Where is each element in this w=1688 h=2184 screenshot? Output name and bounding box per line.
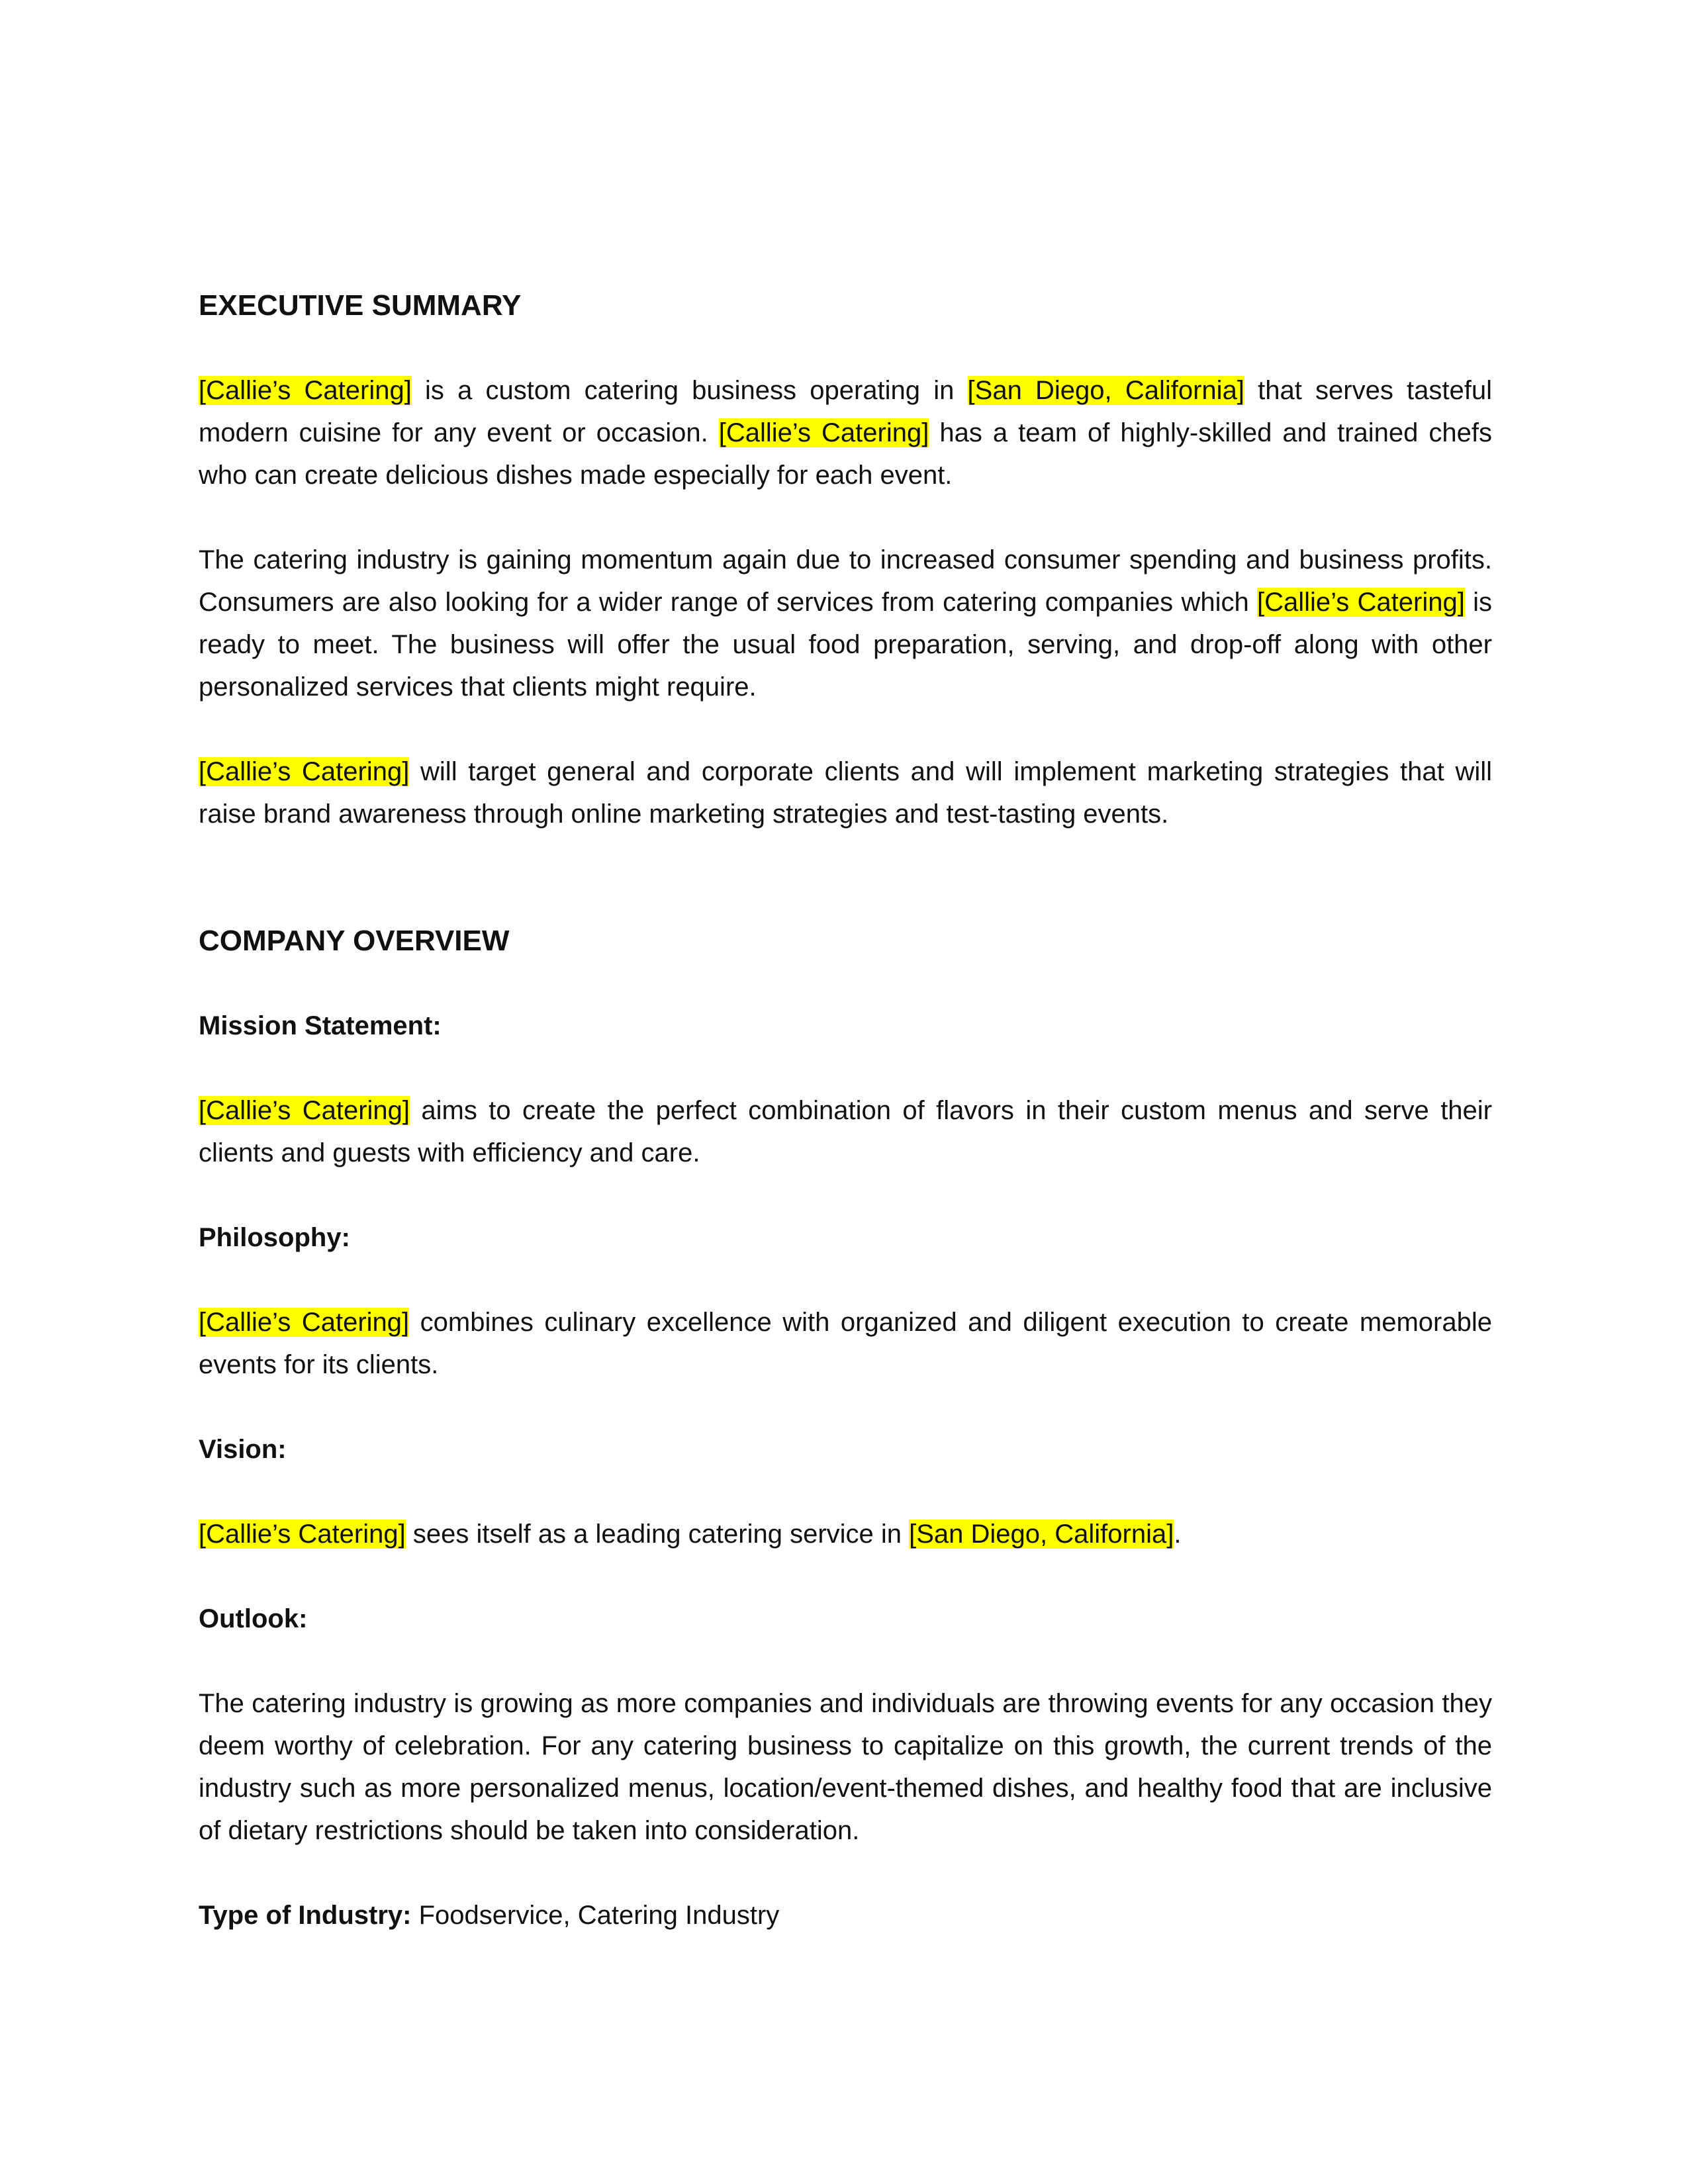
company-name-placeholder: [Callie’s Catering] (199, 757, 410, 786)
company-name-placeholder: [Callie’s Catering] (718, 418, 929, 447)
location-placeholder: [San Diego, California] (967, 376, 1244, 405)
executive-summary-paragraph-2 (199, 539, 1492, 708)
mission-statement-text (199, 1089, 1492, 1174)
company-name-placeholder: [Callie’s Catering] (199, 1308, 410, 1337)
text-run: will target general and corporate clients and will implement marketing strategies that will raise brand awareness through online marketing strategies and test-tasting events. (199, 757, 1492, 829)
company-overview-heading: COMPANY OVERVIEW (199, 925, 510, 957)
company-name-placeholder: [Callie’s Catering] (1256, 588, 1465, 617)
text-run: is ready to meet. The business will offer the usual food preparation, serving, and drop-off along with other personalized services that clients might require. (199, 588, 1493, 702)
text-run: aims to create the perfect combination of flavors in their custom menus and serve their clients and guests with efficiency and care. (199, 1096, 1493, 1167)
text-run: has a team of highly-skilled and trained chefs who can create delicious dishes made especially for each event. (199, 418, 1492, 490)
location-placeholder: [San Diego, California] (909, 1520, 1174, 1549)
executive-summary-paragraph-3 (199, 751, 1492, 835)
type-of-industry-label: Type of Industry: (199, 1901, 412, 1930)
document-page (199, 285, 1492, 1936)
outlook-text: The catering industry is growing as more companies and individuals are throwing events for any occasion they deem worthy of celebration. For any catering business to capitalize on this growth, the current trends of the industry such as more personalized menus, location/event-themed dishes, and healthy food that are inclusive of dietary restrictions should be taken into consideration. (199, 1689, 1492, 1845)
philosophy-label: Philosophy: (199, 1223, 350, 1252)
text-run: sees itself as a leading catering service in (405, 1520, 910, 1549)
text-run: The catering industry is gaining momentum again due to increased consumer spending and business profits. Consumers are also looking for a wider range of services from catering companies which (199, 545, 1492, 617)
vision-text (199, 1513, 1492, 1555)
company-name-placeholder: [Callie’s Catering] (199, 376, 412, 405)
vision-label: Vision: (199, 1435, 287, 1464)
text-run: is a custom catering business operating in (411, 376, 968, 405)
type-of-industry (199, 1894, 1492, 1936)
mission-statement-label: Mission Statement: (199, 1011, 442, 1040)
company-name-placeholder: [Callie’s Catering] (199, 1096, 410, 1125)
outlook-label: Outlook: (199, 1604, 308, 1633)
text-run: combines culinary excellence with organized and diligent execution to create memorable events for its clients. (199, 1308, 1492, 1379)
company-name-placeholder: [Callie’s Catering] (199, 1520, 406, 1549)
executive-summary-heading: EXECUTIVE SUMMARY (199, 289, 522, 322)
executive-summary-paragraph-1 (199, 369, 1492, 496)
text-run: . (1174, 1520, 1182, 1549)
text-run: that serves tasteful modern cuisine for any event or occasion. (199, 376, 1493, 447)
philosophy-text (199, 1301, 1492, 1386)
type-of-industry-value: Foodservice, Catering Industry (411, 1901, 780, 1930)
